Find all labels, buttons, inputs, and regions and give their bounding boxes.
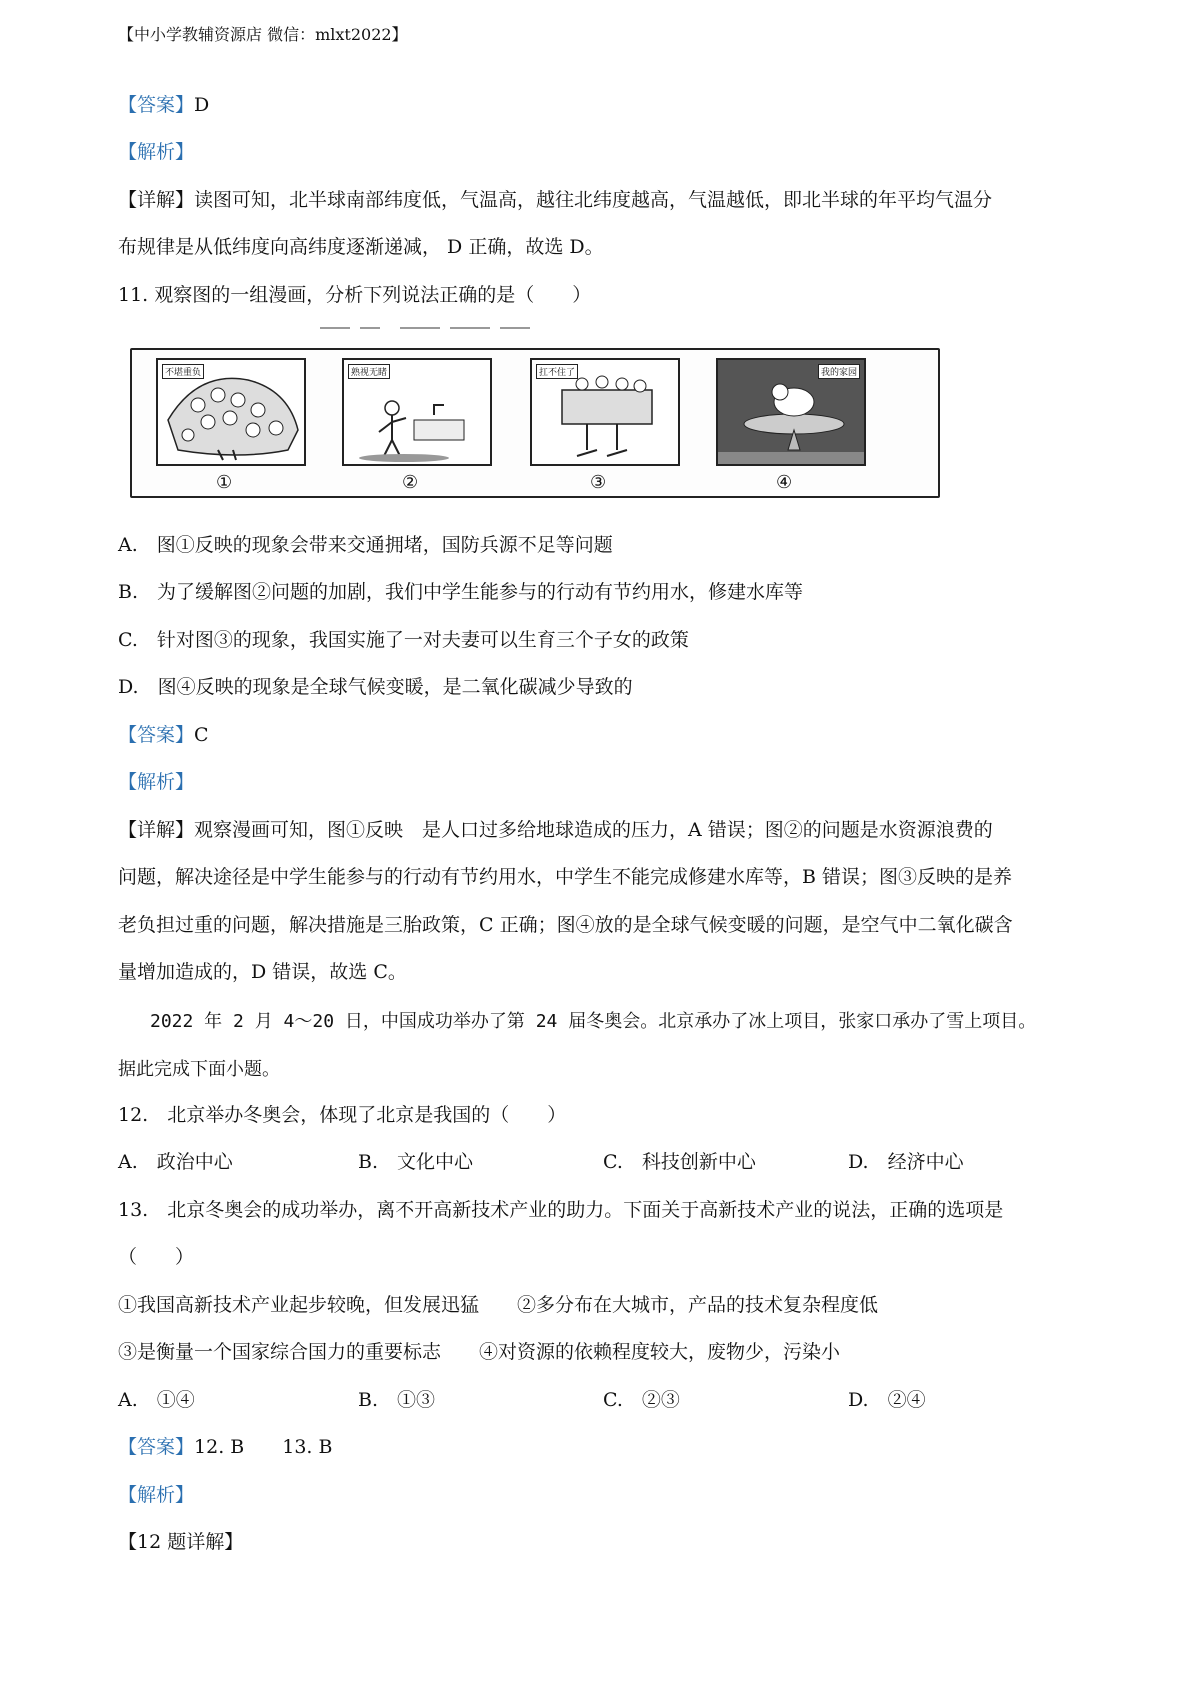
q12-stem: 12. 北京举办冬奥会，体现了北京是我国的（ ）	[118, 1104, 567, 1126]
q12-option-c: C. 科技创新中心	[603, 1151, 756, 1173]
q13-option-b: B. ①③	[358, 1389, 436, 1411]
q13-option-c: C. ②③	[603, 1389, 680, 1411]
panel-caption: 熟视无睹	[348, 364, 390, 379]
q11-option-b: B. 为了缓解图②问题的加剧，我们中学生能参与的行动有节约用水，修建水库等	[118, 581, 804, 603]
comic-panel-3	[530, 358, 680, 466]
q13-stem-bracket: （ ）	[118, 1246, 195, 1268]
q13-statements-1: ①我国高新技术产业起步较晚，但发展迅猛 ②多分布在大城市，产品的技术复杂程度低	[118, 1294, 879, 1316]
q11-answer	[118, 722, 209, 748]
q11-detail-line4: 量增加造成的，D 错误，故选 C。	[118, 961, 407, 983]
q12-options	[118, 1149, 1098, 1175]
answer-tag: 【答案】	[118, 1436, 195, 1458]
q11-option-d: D. 图④反映的现象是全球气候变暖，是二氧化碳减少导致的	[118, 676, 633, 698]
panel-caption: 扛不住了	[536, 364, 578, 379]
q12-detail-heading: 【12 题详解】	[118, 1531, 244, 1553]
q11-detail-line1	[118, 817, 993, 843]
passage-line2: 据此完成下面小题。	[118, 1059, 280, 1080]
answer-value: C	[194, 724, 209, 746]
comic-panel-1	[156, 358, 306, 466]
q12-option-b: B. 文化中心	[358, 1151, 474, 1173]
detail-text: 观察漫画可知，图①反映 是人口过多给地球造成的压力，A 错误；图②的问题是水资源浪费的	[194, 819, 993, 841]
answer-value: D	[194, 94, 210, 116]
q13-stem: 13. 北京冬奥会的成功举办，离不开高新技术产业的助力。下面关于高新技术产业的说法，正确的选项是	[118, 1199, 1004, 1221]
panel-number: ③	[590, 472, 607, 493]
q13-option-a: A. ①④	[118, 1389, 195, 1411]
q13-options	[118, 1387, 1098, 1413]
panel-number: ②	[402, 472, 419, 493]
answer-tag: 【答案】	[118, 94, 195, 116]
page-header: 【中小学教辅资源店 微信：mlxt2022】	[118, 25, 408, 44]
q10-answer	[118, 92, 209, 118]
q11-detail-line3: 老负担过重的问题，解决措施是三胎政策，C 正确；图④放的是全球气候变暖的问题，是空气中二氧化碳含	[118, 914, 1013, 936]
q11-option-c: C. 针对图③的现象，我国实施了一对夫妻可以生育三个子女的政策	[118, 629, 689, 651]
q13-statements-2: ③是衡量一个国家综合国力的重要标志 ④对资源的依赖程度较大，废物少，污染小	[118, 1341, 841, 1363]
answer-tag: 【答案】	[118, 724, 195, 746]
faded-scan-text	[110, 322, 610, 334]
comic-strip-image	[130, 348, 940, 498]
q11-analysis-tag: 【解析】	[118, 771, 195, 793]
panel-caption: 我的家园	[818, 364, 860, 379]
panel-number: ④	[776, 472, 793, 493]
q11-stem: 11. 观察图的一组漫画，分析下列说法正确的是（ ）	[118, 284, 592, 306]
q10-detail-line2: 布规律是从低纬度向高纬度逐渐递减， D 正确，故选 D。	[118, 236, 604, 258]
answer-value: 12. B 13. B	[194, 1436, 333, 1458]
passage-line1: 2022 年 2 月 4～20 日，中国成功举办了第 24 届冬奥会。北京承办了冰上项目，张家口承办了雪上项目。	[150, 1011, 1037, 1032]
q10-detail-line1	[118, 187, 992, 213]
detail-text: 读图可知，北半球南部纬度低，气温高，越往北纬度越高，气温越低，即北半球的年平均气温分	[194, 189, 993, 211]
comic-panel-4	[716, 358, 866, 466]
detail-tag: 【详解】	[118, 189, 195, 211]
panel-caption: 不堪重负	[162, 364, 204, 379]
q12-option-d: D. 经济中心	[848, 1151, 964, 1173]
panel-number: ①	[216, 472, 233, 493]
q12-13-answer	[118, 1434, 332, 1460]
q13-option-d: D. ②④	[848, 1389, 926, 1411]
detail-tag: 【详解】	[118, 819, 195, 841]
q11-detail-line2: 问题，解决途径是中学生能参与的行动有节约用水，中学生不能完成修建水库等，B 错误；图③反映的是养	[118, 866, 1013, 888]
q11-option-a: A. 图①反映的现象会带来交通拥堵，国防兵源不足等问题	[118, 534, 613, 556]
q12-13-analysis-tag: 【解析】	[118, 1484, 195, 1506]
comic-panel-2	[342, 358, 492, 466]
q10-analysis-tag: 【解析】	[118, 141, 195, 163]
q12-option-a: A. 政治中心	[118, 1151, 233, 1173]
